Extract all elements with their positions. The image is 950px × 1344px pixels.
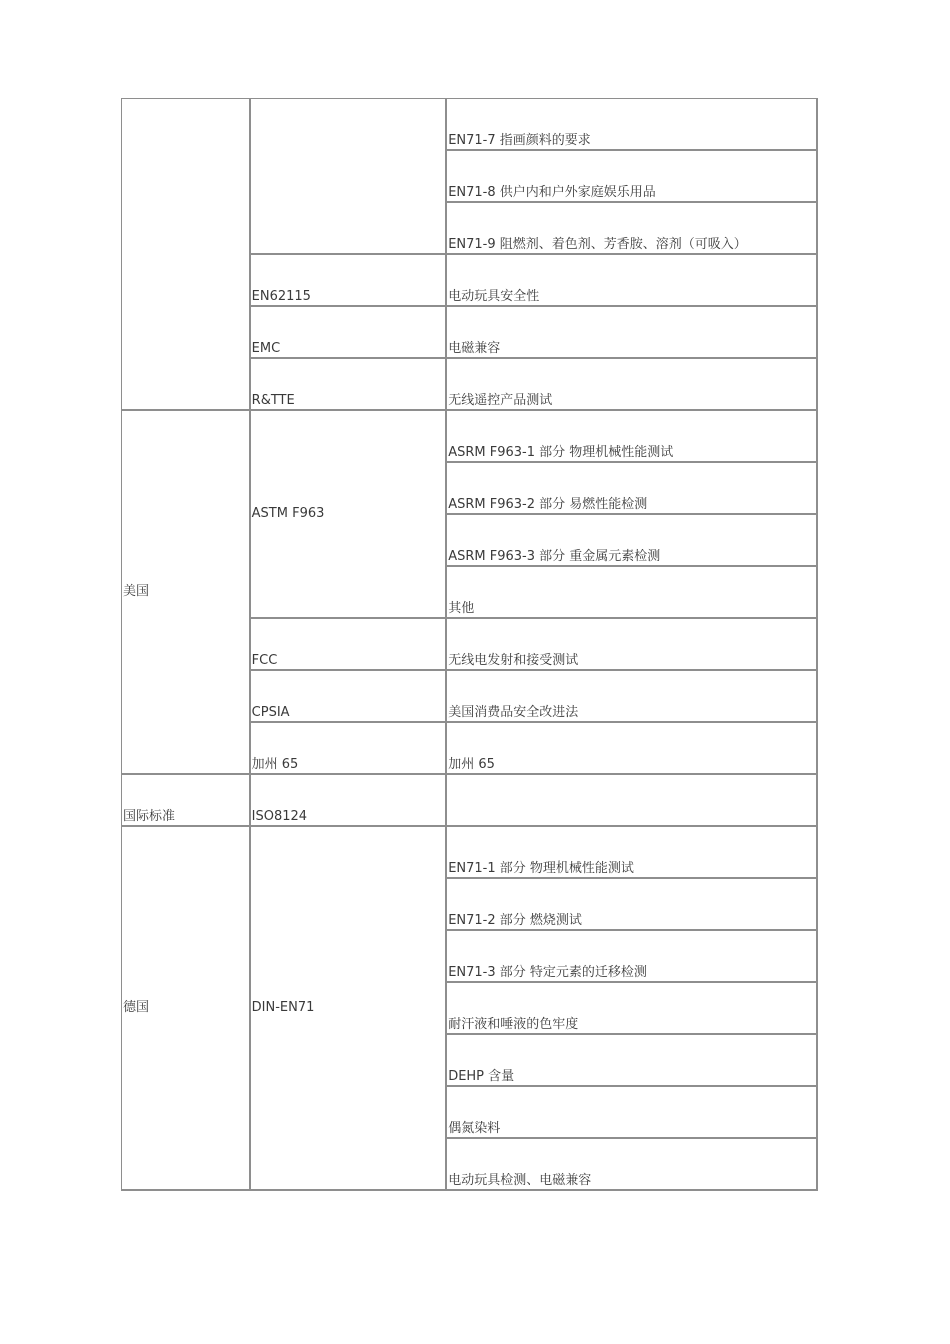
item-cell: EN71-9 阻燃剂、着色剂、芳香胺、溶剂（可吸入） — [447, 203, 818, 255]
standard-cell-en71-continued — [251, 99, 448, 255]
standard-cell: FCC — [251, 619, 448, 671]
table-row — [122, 99, 818, 151]
item-cell: 耐汗液和唾液的色牢度 — [447, 983, 818, 1035]
standard-cell: 加州 65 — [251, 723, 448, 775]
item-cell: 电动玩具安全性 — [447, 255, 818, 307]
item-cell: 无线电发射和接受测试 — [447, 619, 818, 671]
table-row — [122, 775, 818, 827]
item-cell: 其他 — [447, 567, 818, 619]
item-cell: ASRM F963-3 部分 重金属元素检测 — [447, 515, 818, 567]
standard-cell: CPSIA — [251, 671, 448, 723]
item-cell: EN71-7 指画颜料的要求 — [447, 99, 818, 151]
region-cell-eu-continued — [122, 99, 251, 411]
standard-cell: EN62115 — [251, 255, 448, 307]
table-row — [122, 411, 818, 463]
item-cell: ASRM F963-1 部分 物理机械性能测试 — [447, 411, 818, 463]
item-cell: 偶氮染料 — [447, 1087, 818, 1139]
item-cell: 电动玩具检测、电磁兼容 — [447, 1139, 818, 1191]
item-cell: ASRM F963-2 部分 易燃性能检测 — [447, 463, 818, 515]
standard-cell: EMC — [251, 307, 448, 359]
item-cell: EN71-3 部分 特定元素的迁移检测 — [447, 931, 818, 983]
item-cell: EN71-8 供户内和户外家庭娱乐用品 — [447, 151, 818, 203]
table-row — [122, 827, 818, 879]
item-cell — [447, 775, 818, 827]
toy-standards-table — [121, 98, 818, 1191]
item-cell: EN71-2 部分 燃烧测试 — [447, 879, 818, 931]
standard-cell: ISO8124 — [251, 775, 448, 827]
item-cell: 无线遥控产品测试 — [447, 359, 818, 411]
item-cell: EN71-1 部分 物理机械性能测试 — [447, 827, 818, 879]
region-cell: 美国 — [122, 411, 251, 775]
item-cell: 美国消费品安全改进法 — [447, 671, 818, 723]
standard-cell: DIN-EN71 — [251, 827, 448, 1191]
region-cell: 德国 — [122, 827, 251, 1191]
item-cell: DEHP 含量 — [447, 1035, 818, 1087]
item-cell: 电磁兼容 — [447, 307, 818, 359]
standard-cell: R&TTE — [251, 359, 448, 411]
region-cell: 国际标准 — [122, 775, 251, 827]
standard-cell: ASTM F963 — [251, 411, 448, 619]
item-cell: 加州 65 — [447, 723, 818, 775]
